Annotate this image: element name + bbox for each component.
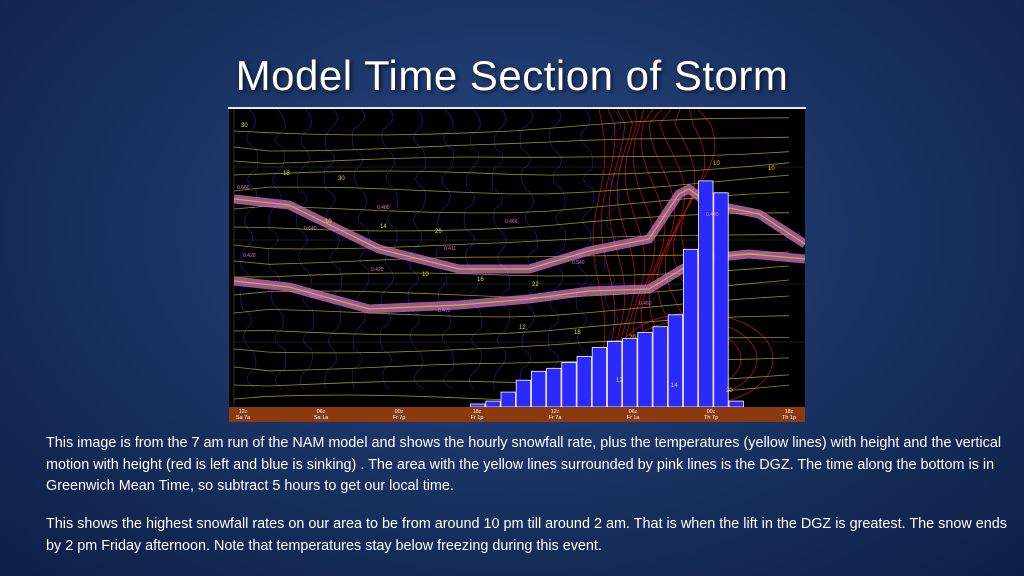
slide-title: Model Time Section of Storm (235, 52, 789, 99)
time-tick-sublabel: Fr 1a (626, 415, 640, 421)
time-section-plot (229, 109, 805, 422)
dgz-label: 0.400 (310, 294, 323, 300)
snowfall-bar (501, 392, 515, 407)
time-tick-sublabel: Th 1p (781, 415, 797, 421)
time-tick-sublabel: Fr 7a (548, 415, 562, 421)
caption-paragraph-2: This shows the highest snowfall rates on our area to be from around 10 pm till around 2 am. That is when the lift in the DGZ is greatest. The snow ends by 2 pm Friday afternoon. Note that temperatures stay below freezing during this event. (46, 516, 1007, 554)
temperature-label: 20 (629, 335, 636, 341)
temperature-contour (234, 152, 789, 164)
sink-contour (464, 109, 481, 389)
sink-contour (408, 109, 425, 389)
dgz-label: 0.660 (237, 185, 250, 191)
time-tick-label: 06z (316, 409, 326, 415)
snowfall-bar (729, 401, 743, 407)
temperature-label: 12 (616, 378, 623, 384)
snowfall-bar (562, 362, 576, 407)
sink-contour (352, 109, 370, 389)
temperature-label: 20 (726, 388, 733, 394)
temperature-label: 18 (283, 171, 290, 177)
time-tick-label: 12z (550, 409, 560, 415)
dgz-label: 0.430 (706, 212, 719, 218)
snowfall-bar (668, 315, 682, 407)
time-tick-sublabel: Fr 7p (392, 415, 406, 421)
time-tick-sublabel: Th 7p (703, 415, 719, 421)
temperature-contour (234, 163, 789, 175)
temperature-label: 18 (574, 330, 581, 336)
temperature-label: 22 (532, 282, 539, 288)
dgz-label: 0.466 (505, 219, 518, 225)
time-tick-label: 18z (784, 409, 794, 415)
time-tick-label: 06z (628, 409, 638, 415)
temperature-label: 16 (477, 277, 484, 283)
time-tick-label: 12z (238, 409, 248, 415)
temperature-label: 26 (435, 229, 442, 235)
time-tick-sublabel: Sa 1a (313, 415, 329, 421)
caption-paragraph-1: This image is from the 7 am run of the NAM model and shows the hourly snowfall rate, plus the temperatures (yellow lines) with height and the vertical motion with height (red is left and blue is sinking) . The area with the yellow lines surrounded by pink lines is the DGZ. The time along the bottom is in Greenwich Mean Time, so subtract 5 hours to get our local time. (46, 435, 1002, 494)
dgz-label: 0.420 (243, 253, 256, 259)
time-tick-label: 00z (394, 409, 404, 415)
temperature-label: 10 (713, 161, 720, 167)
temperature-contour (234, 118, 789, 135)
temperature-label: 14 (380, 224, 387, 230)
temperature-label: 10 (768, 166, 775, 172)
dgz-label: 0.411 (444, 246, 457, 252)
snowfall-bar (623, 339, 637, 407)
temperature-contour (234, 137, 789, 151)
snowfall-bar (653, 327, 667, 407)
time-tick-label: 00z (706, 409, 716, 415)
sink-contour (492, 109, 509, 389)
snowfall-bar (592, 348, 606, 408)
sink-contour (240, 109, 257, 389)
time-tick-sublabel: Sa 7a (235, 415, 251, 421)
snowfall-bar (683, 249, 697, 407)
dgz-label: 0.460 (639, 301, 652, 307)
temperature-label: 14 (671, 383, 678, 389)
time-axis (229, 407, 805, 422)
temperature-label: 12 (519, 325, 526, 331)
dgz-label: 0.420 (371, 267, 384, 273)
snowfall-bar (547, 368, 561, 407)
temperature-label: 10 (422, 272, 429, 278)
time-tick-sublabel: Fr 1p (470, 415, 484, 421)
snowfall-bar (531, 371, 545, 407)
temperature-label: 30 (338, 176, 345, 182)
dgz-label: 0.540 (572, 260, 585, 266)
time-section-chart (229, 109, 805, 422)
dgz-label: 0.470 (438, 308, 451, 314)
snowfall-bar (577, 356, 591, 407)
temperature-label: 30 (241, 123, 248, 129)
snowfall-bar (516, 380, 530, 407)
snowfall-bar (471, 404, 485, 407)
time-tick-label: 18z (472, 409, 482, 415)
dgz-label: 0.640 (304, 226, 317, 232)
snowfall-bar (714, 193, 728, 407)
snowfall-bar (638, 333, 652, 407)
snowfall-bar (486, 401, 500, 407)
snowfall-bar (607, 342, 621, 407)
dgz-label: 0.480 (377, 205, 390, 211)
sink-contour (548, 109, 566, 389)
sink-contour (520, 109, 537, 389)
temperature-label: 10 (325, 219, 332, 225)
